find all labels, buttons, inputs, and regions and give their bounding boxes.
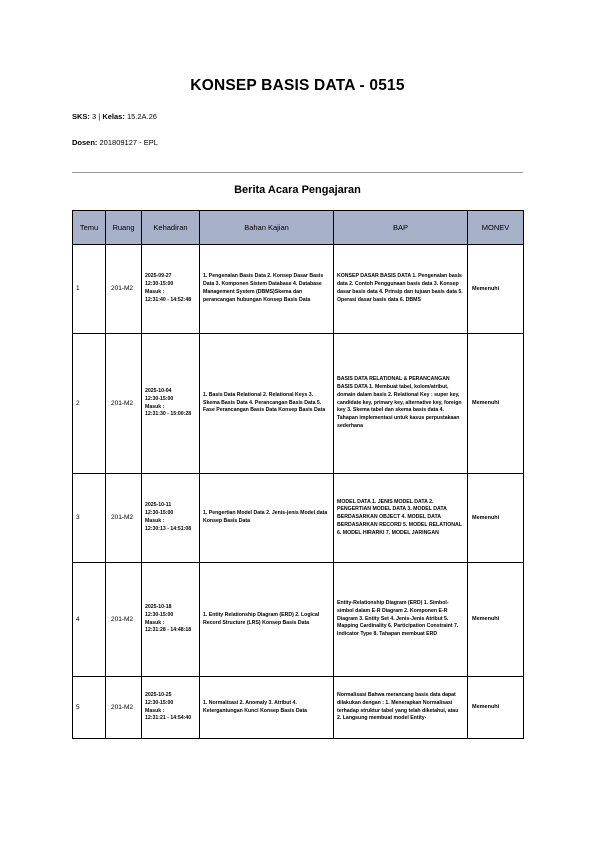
cell-bap: BASIS DATA RELATIONAL & PERANCANGAN BASIS DATA 1. Membuat tabel, kolom/atribut, domain dalam basis 2. Relational Key : super key, candidate key, primary key, alternative key, foreign key 3. Skema tabel dan skema basis data 4. Tahapan implementasi untuk kasus perpustakaan sederhana <box>334 334 468 474</box>
attendance-schedule: 12:30-15:00 <box>145 510 174 517</box>
attendance-masuk: Masuk : <box>145 289 165 295</box>
cell-monev: Memenuhi <box>468 245 524 334</box>
attendance-masuk: Masuk : <box>145 403 165 410</box>
header-bahan-kajian: Bahan Kajian <box>200 211 334 245</box>
cell-kehadiran <box>142 677 200 739</box>
sks-label: SKS: <box>72 112 90 121</box>
attendance-date: 2025-10-11 <box>145 502 172 509</box>
table-row <box>73 334 524 474</box>
attendance-masuk: Masuk : <box>145 518 165 524</box>
attendance-schedule: 12:30-15:00 <box>145 281 174 288</box>
table-row <box>73 563 524 677</box>
attendance-clock: 12:31:28 - 14:48:18 <box>145 627 192 634</box>
attendance-clock: 12:31:21 - 14:54:40 <box>145 715 192 722</box>
attendance-date: 2025-10-25 <box>145 691 172 698</box>
attendance-schedule: 12:30-15:00 <box>145 395 174 402</box>
cell-monev: Memenuhi <box>468 563 524 677</box>
dosen-label: Dosen: <box>72 138 98 147</box>
attendance-masuk: Masuk : <box>145 619 165 626</box>
attendance-clock: 12:30:13 - 14:51:08 <box>145 525 192 532</box>
attendance-clock: 12:31:40 - 14:52:48 <box>145 296 192 303</box>
attendance-date: 2025-10-04 <box>145 387 172 394</box>
cell-temu: 1 <box>73 245 106 334</box>
table-row <box>73 474 524 563</box>
cell-ruang: 201-M2 <box>106 474 142 563</box>
table-row <box>73 245 524 334</box>
dosen-value: 201809127 - EPL <box>99 138 158 147</box>
cell-bap: Entity-Relationship Diagram (ERD) 1. Simbol-simbol dalam E-R Diagram 2. Komponen E-R Diagram 3. Entity Set 4. Jenis-Jenis Atribut 5. Mapping Cardinality 6. Participation Constraint 7. Indicator Type 8. Tahapan membuat ERD <box>334 563 468 677</box>
cell-kehadiran <box>142 245 200 334</box>
attendance-schedule: 12:30-15:00 <box>145 611 174 618</box>
attendance-clock: 12:31:30 - 15:00:28 <box>145 411 192 418</box>
cell-bahan-kajian: 1. Pengenalan Basis Data 2. Konsep Dasar Basis Data 3. Komponen Sistem Database 4. Database Management System (DBMS)Skema dan perancangan hubungan Konsep Basis Data <box>200 245 334 334</box>
header-ruang: Ruang <box>106 211 142 245</box>
document-title: KONSEP BASIS DATA - 0515 <box>190 77 405 94</box>
separator: | <box>98 112 101 121</box>
lecturer-info <box>72 138 158 147</box>
cell-bahan-kajian: 1. Pengertian Model Data 2. Jenis-jenis Model data Konsep Basis Data <box>200 474 334 563</box>
cell-temu: 2 <box>73 334 106 474</box>
cell-bahan-kajian: 1. Normalisasi 2. Anomaly 3. Atribut 4. Ketergantungan Kunci Konsep Basis Data <box>200 677 334 739</box>
attendance-date: 2025-10-18 <box>145 603 172 610</box>
cell-ruang: 201-M2 <box>106 563 142 677</box>
cell-kehadiran <box>142 563 200 677</box>
cell-monev: Memenuhi <box>468 334 524 474</box>
header-monev: MONEV <box>468 211 524 245</box>
kelas-value: 15.2A.26 <box>126 112 157 121</box>
section-title: Berita Acara Pengajaran <box>234 184 361 196</box>
header-kehadiran: Kehadiran <box>142 211 200 245</box>
header-bap: BAP <box>334 211 468 245</box>
header-temu: Temu <box>73 211 106 245</box>
cell-ruang: 201-M2 <box>106 334 142 474</box>
kelas-label: Kelas: <box>102 112 125 121</box>
sks-value: 3 <box>92 112 97 121</box>
attendance-masuk: Masuk : <box>145 707 165 714</box>
bap-text: Normalisasi Bahwa merancang basis data dapat dilakukan dengan : 1. Menerapkan Normalisasi terhadap struktur tabel yang telah diketahui, atau 2. Langsung membuat model Entity- <box>337 691 459 722</box>
divider <box>72 172 523 173</box>
cell-kehadiran <box>142 474 200 563</box>
cell-temu: 3 <box>73 474 106 563</box>
teaching-record-table <box>72 210 524 739</box>
cell-ruang: 201-M2 <box>106 245 142 334</box>
course-info <box>72 112 157 121</box>
cell-bap <box>334 677 468 739</box>
cell-monev: Memenuhi <box>468 677 524 739</box>
cell-bahan-kajian: 1. Basis Data Relational 2. Relational Keys 3. Skema Basis Data 4. Perancangan Basis Data 5. Fase Perancangan Basis Data Konsep Basis Data <box>200 334 334 474</box>
cell-temu: 4 <box>73 563 106 677</box>
cell-monev: Memenuhi <box>468 474 524 563</box>
table-header-row <box>73 211 524 245</box>
attendance-schedule: 12:30-15:00 <box>145 699 174 706</box>
cell-temu: 5 <box>73 677 106 739</box>
cell-kehadiran <box>142 334 200 474</box>
cell-bap: MODEL DATA 1. JENIS MODEL DATA 2. PENGERTIAN MODEL DATA 3. MODEL DATA BERDASARKAN OBJECT 4. MODEL DATA BERDASARKAN RECORD 5. MODEL RELATIONAL 6. MODEL HIRARKI 7. MODEL JARINGAN <box>334 474 468 563</box>
cell-ruang: 201-M2 <box>106 677 142 739</box>
table-row <box>73 677 524 739</box>
cell-bahan-kajian: 1. Entity Relationship Diagram (ERD) 2. Logical Record Structure (LRS) Konsep Basis Data <box>200 563 334 677</box>
attendance-date: 2025-09-27 <box>145 273 172 280</box>
cell-bap: KONSEP DASAR BASIS DATA 1. Pengenalan basis data 2. Contoh Penggunaan basis data 3. Konsep dasar basis data 4. Prinsip dan tujuan basis data 5. Operasi dasar basis data 6. DBMS <box>334 245 468 334</box>
